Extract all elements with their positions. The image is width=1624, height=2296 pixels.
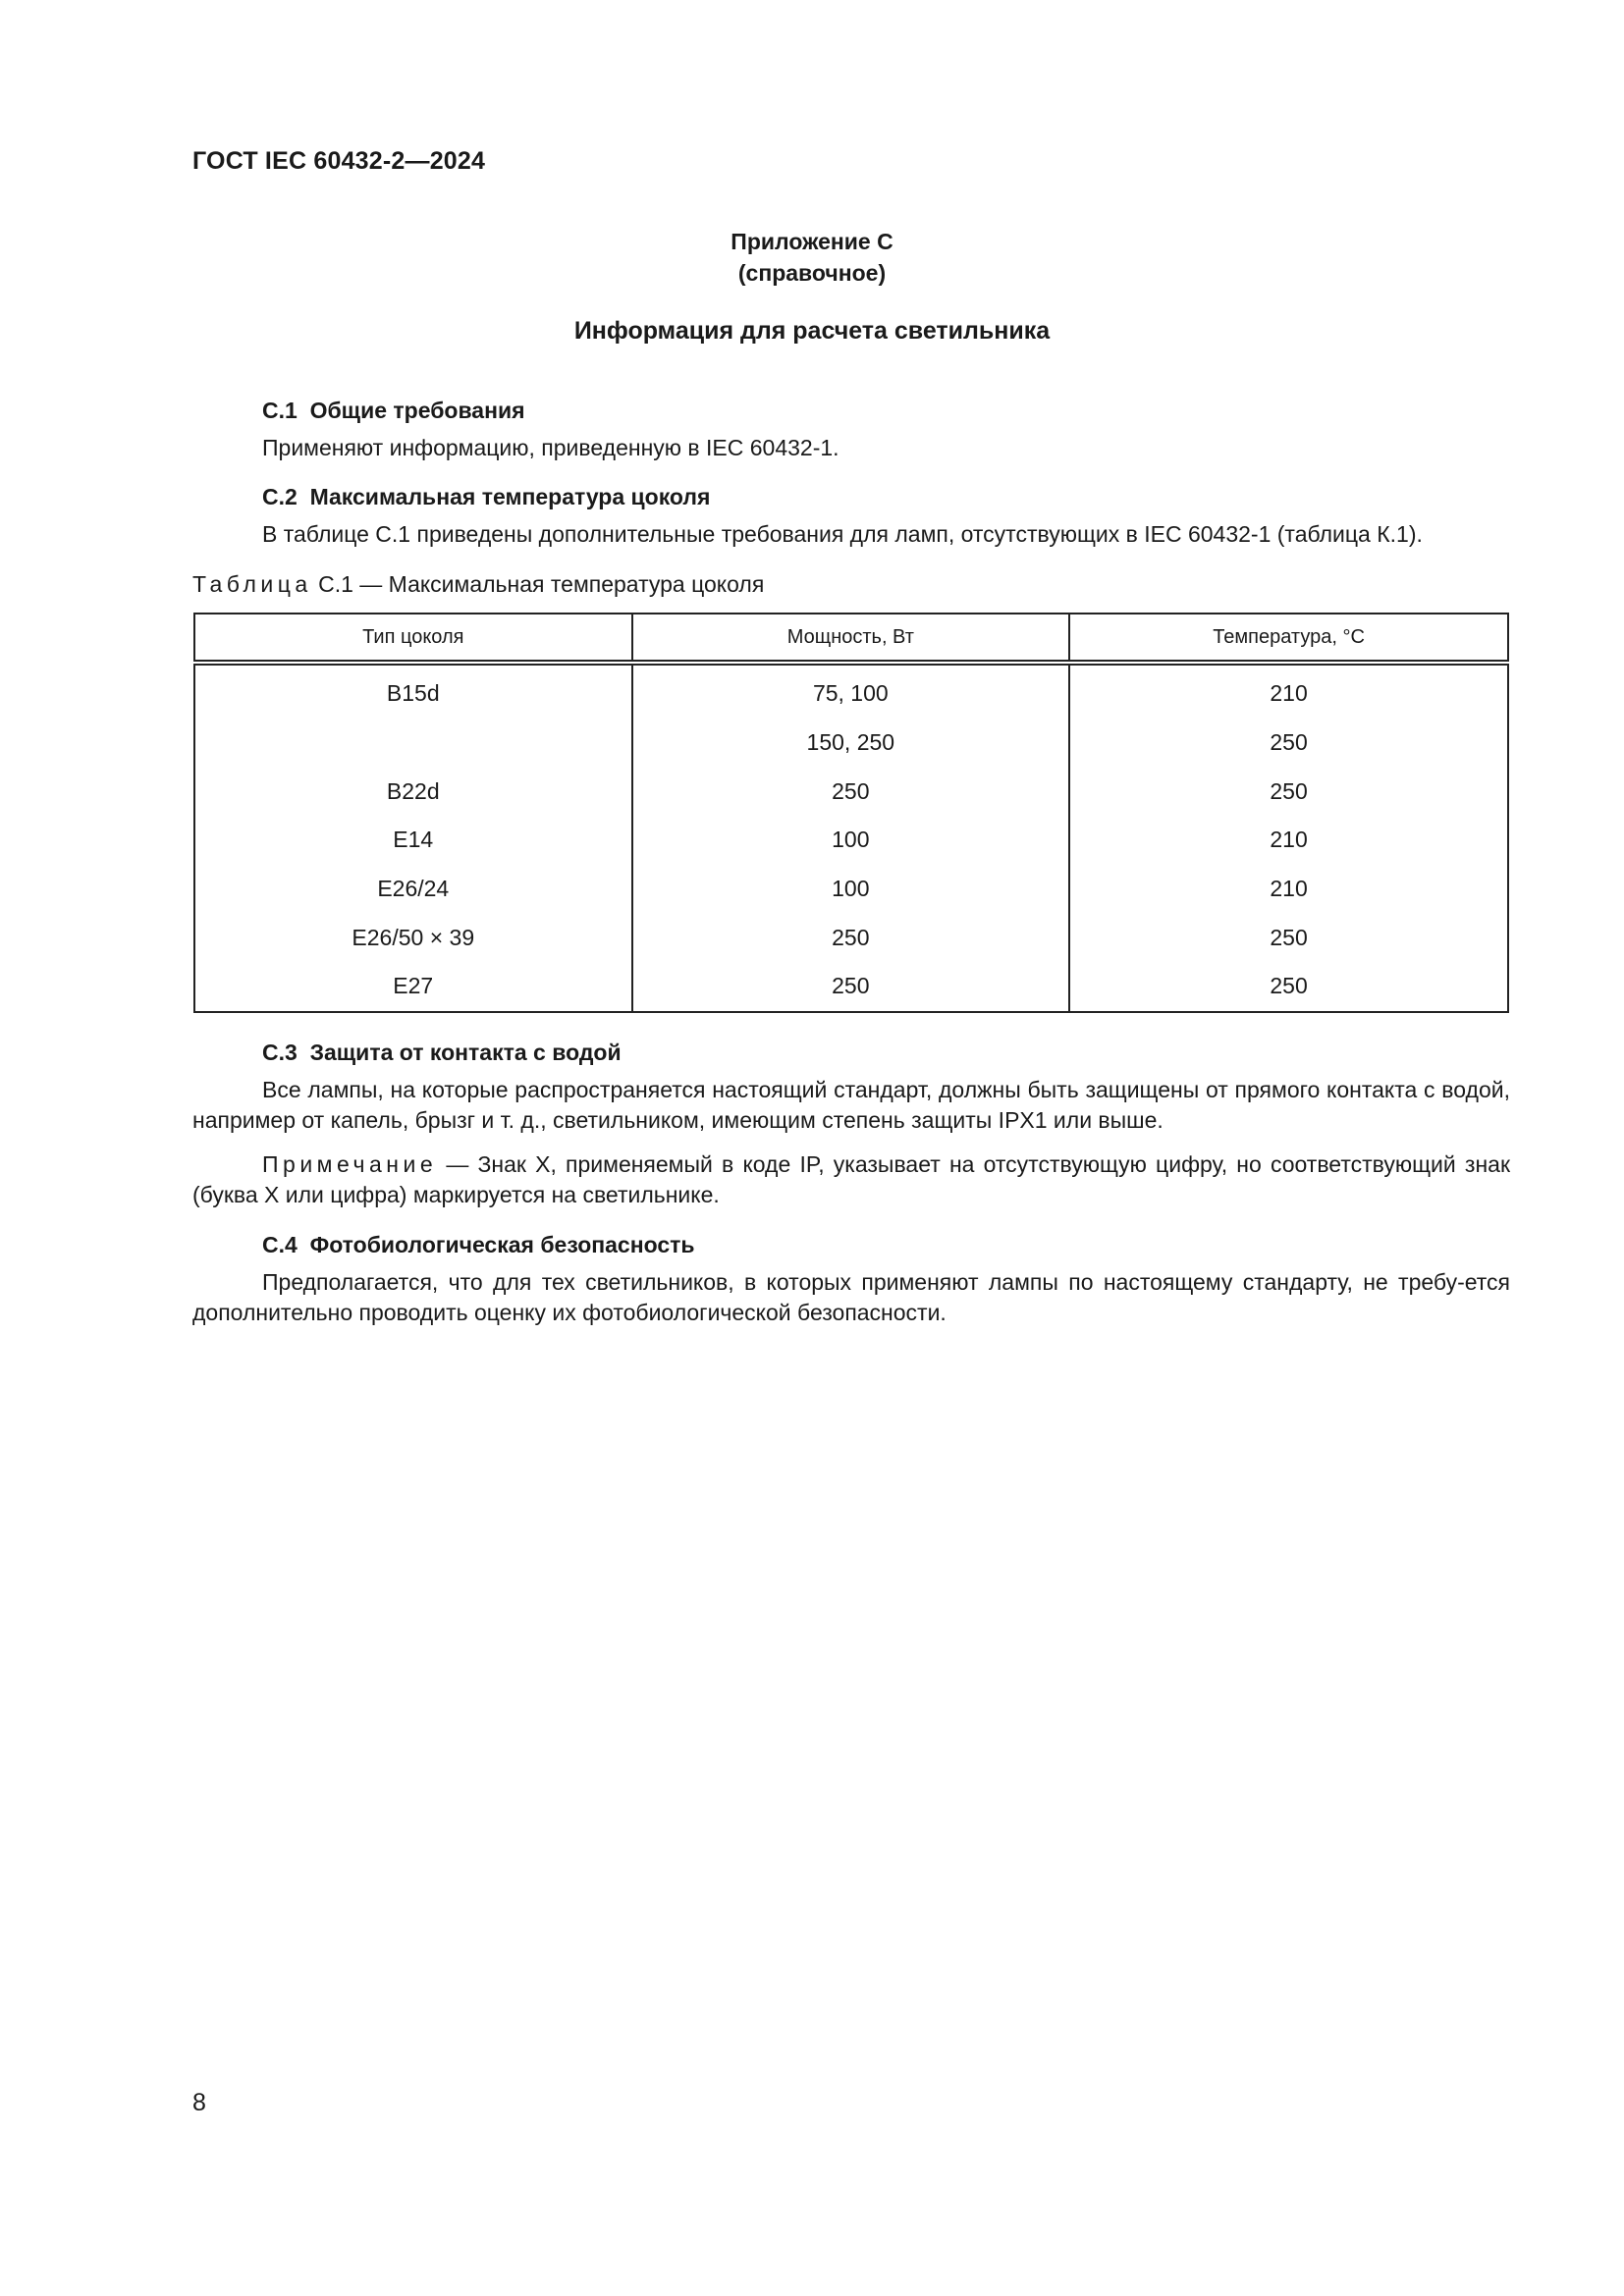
- table-cell: 210: [1069, 663, 1508, 719]
- table-caption-word: Таблица: [192, 571, 312, 597]
- section-c1-text: Применяют информацию, приведенную в IEC 60432-1.: [262, 435, 839, 460]
- section-c3-note: [192, 1149, 1510, 1210]
- note-text: — Знак X, применяемый в коде IP, указывает на отсутствующую цифру, но соответствующий знак (буква X или цифра) маркируется на светильнике.: [192, 1151, 1511, 1207]
- section-c2: [192, 482, 1510, 550]
- table-cell: 250: [1069, 719, 1508, 768]
- table-header-row: [194, 614, 1508, 663]
- base-temperature-table: [193, 613, 1509, 1013]
- table-caption: [192, 571, 764, 598]
- document-code: ГОСТ IEC 60432-2—2024: [192, 147, 486, 175]
- table-row: [194, 865, 1508, 914]
- table-cell: E27: [194, 962, 632, 1012]
- table-cell: E26/24: [194, 865, 632, 914]
- section-c3-heading: С.3 Защита от контакта с водой: [262, 1040, 622, 1065]
- table-cell: 250: [1069, 767, 1508, 816]
- section-c4-heading: С.4 Фотобиологическая безопасность: [262, 1232, 695, 1257]
- table-cell: E14: [194, 816, 632, 865]
- section-c3: [192, 1038, 1510, 1210]
- table-row: [194, 816, 1508, 865]
- table-cell: 250: [632, 962, 1070, 1012]
- annex-title: Информация для расчета светильника: [573, 317, 1051, 345]
- table-row: [194, 663, 1508, 719]
- annex-status: (справочное): [737, 260, 887, 286]
- table-cell: 250: [1069, 913, 1508, 962]
- header-cell: Температура, °С: [1069, 614, 1508, 663]
- table-row: [194, 767, 1508, 816]
- table-cell: 250: [1069, 962, 1508, 1012]
- table-cell: 250: [632, 913, 1070, 962]
- table-cell: 100: [632, 865, 1070, 914]
- table-cell: 210: [1069, 816, 1508, 865]
- section-c1-heading: С.1 Общие требования: [262, 398, 525, 423]
- header-cell: Мощность, Вт: [632, 614, 1070, 663]
- section-c2-text: В таблице С.1 приведены дополнительные требования для ламп, отсутствующих в IEC 60432-1 (таблица К.1).: [262, 521, 1423, 547]
- table-cell: 100: [632, 816, 1070, 865]
- table-cell: 150, 250: [632, 719, 1070, 768]
- table-cell: 250: [632, 767, 1070, 816]
- note-label: Примечание: [262, 1151, 438, 1177]
- page-number: 8: [192, 2089, 206, 2116]
- table-caption-text: С.1 — Максимальная температура цоколя: [318, 571, 765, 597]
- table-cell: [194, 719, 632, 768]
- table-cell: E26/50 × 39: [194, 913, 632, 962]
- table-cell: B22d: [194, 767, 632, 816]
- annex-heading: [0, 226, 1624, 289]
- annex-label: Приложение С: [731, 229, 893, 254]
- section-c4-text: Предполагается, что для тех светильников, в которых применяют лампы по настоящему стандарту, не требу-ется дополнительно проводить оценку их фотобиологической безопасности.: [192, 1269, 1510, 1325]
- table-row: [194, 719, 1508, 768]
- header-cell: Тип цоколя: [194, 614, 632, 663]
- section-c4: [192, 1230, 1510, 1328]
- table-cell: B15d: [194, 663, 632, 719]
- section-c3-text: Все лампы, на которые распространяется настоящий стандарт, должны быть защищены от прямого контакта с водой, например от капель, брызг и т. д., светильником, имеющим степень защиты IPX1 или выше.: [192, 1077, 1510, 1133]
- table-row: [194, 962, 1508, 1012]
- table-cell: 75, 100: [632, 663, 1070, 719]
- table-row: [194, 913, 1508, 962]
- section-c2-heading: С.2 Максимальная температура цоколя: [262, 484, 711, 509]
- table-cell: 210: [1069, 865, 1508, 914]
- section-c1: [192, 396, 1510, 463]
